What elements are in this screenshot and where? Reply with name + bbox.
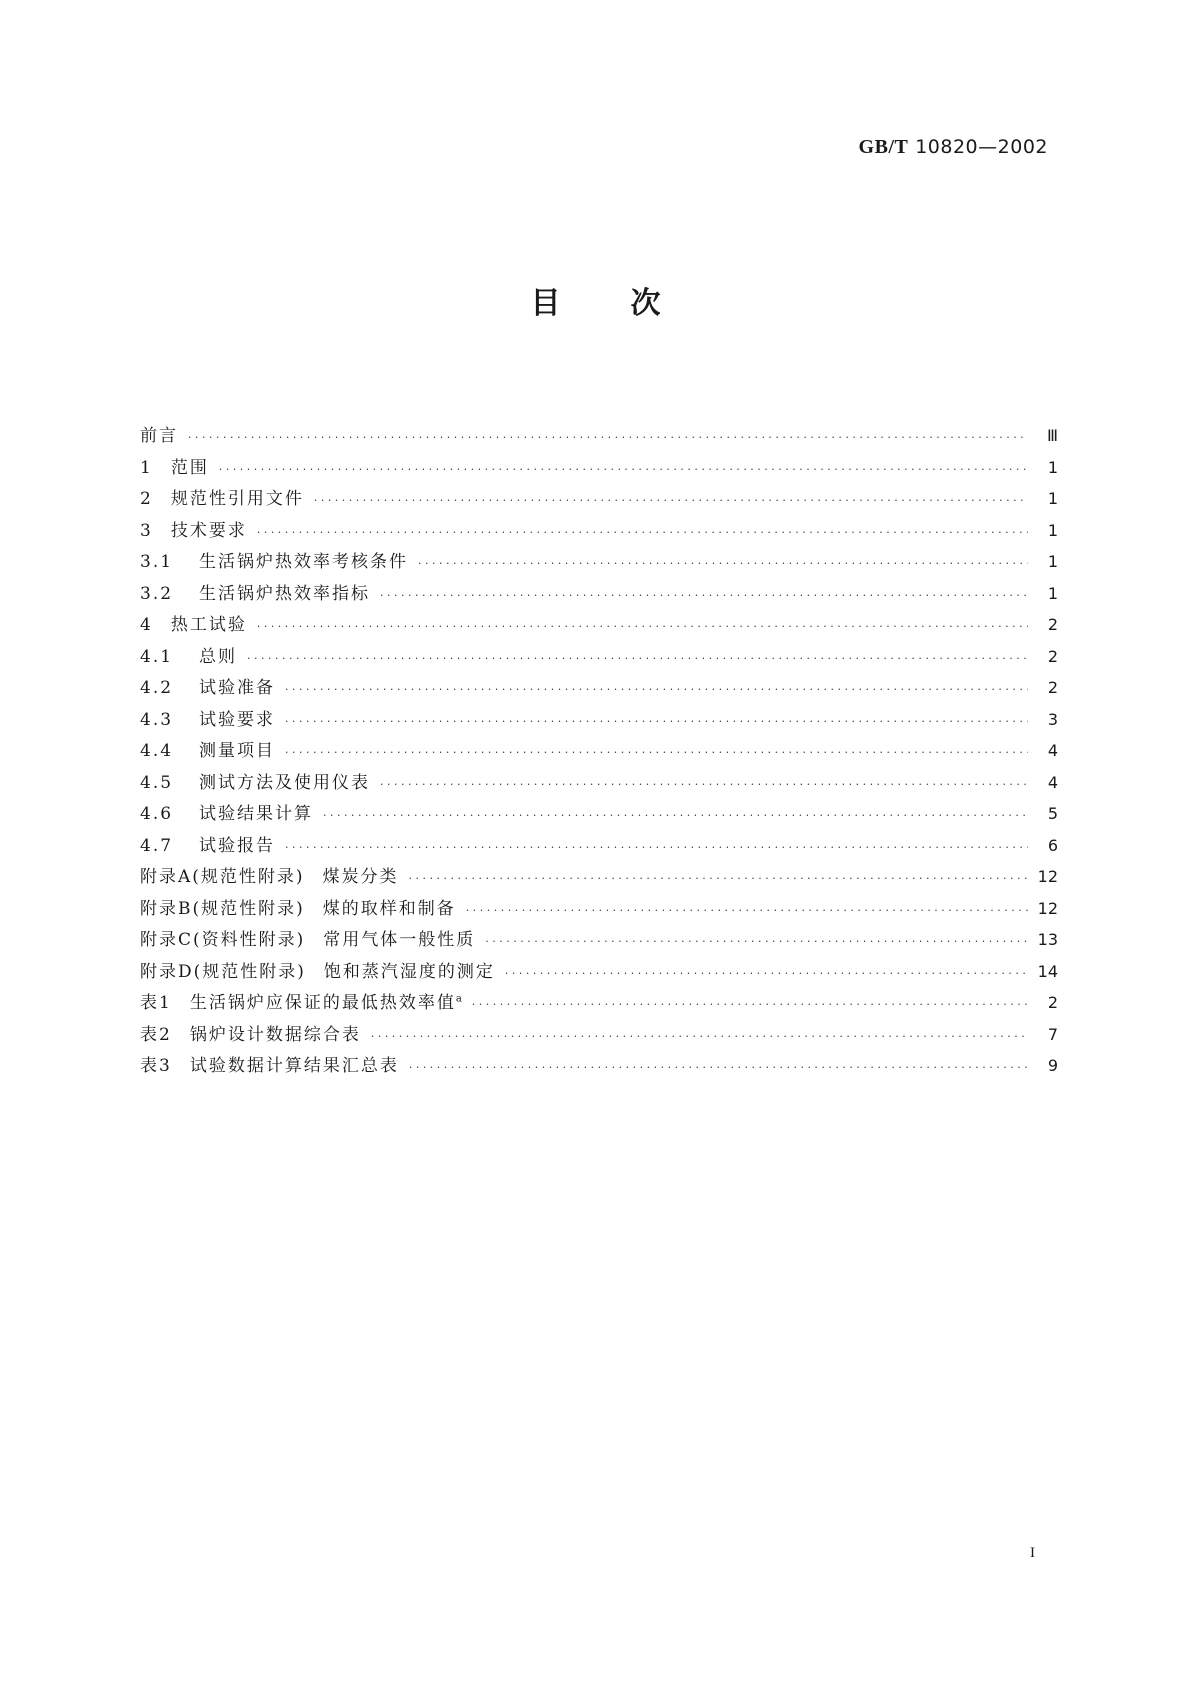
toc-entry[interactable]: [140, 547, 1058, 579]
table-of-contents: [140, 421, 1058, 1083]
dot-leader: [472, 998, 1028, 1011]
toc-entry[interactable]: [140, 642, 1058, 674]
dot-leader: [257, 620, 1028, 633]
toc-entry[interactable]: [140, 516, 1058, 548]
toc-entry-label: 煤的取样和制备: [322, 898, 456, 919]
standard-code: [859, 134, 1048, 159]
toc-entry[interactable]: [140, 610, 1058, 642]
toc-entry[interactable]: [140, 988, 1058, 1020]
toc-entry-label: 生活锅炉应保证的最低热效率值: [189, 993, 456, 1013]
dot-leader: [285, 715, 1028, 728]
toc-entry-number: 4: [140, 615, 153, 635]
toc-entry-label: 生活锅炉热效率考核条件: [199, 552, 409, 572]
standard-prefix: GB/T: [858, 136, 909, 158]
toc-entry[interactable]: [140, 453, 1058, 485]
toc-entry-number: 4.2: [140, 678, 174, 698]
toc-entry-number: 表1: [140, 993, 172, 1013]
toc-page-number: 6: [1047, 835, 1058, 855]
toc-entry[interactable]: [140, 957, 1058, 989]
toc-entry-label: 试验数据计算结果汇总表: [189, 1056, 399, 1076]
toc-entry-number: 4.7: [140, 835, 174, 856]
toc-entry-number: 2: [140, 489, 153, 509]
toc-entry[interactable]: [140, 862, 1058, 894]
toc-page-number: 5: [1047, 804, 1058, 823]
toc-entry[interactable]: [140, 768, 1058, 800]
dot-leader: [285, 841, 1028, 854]
dot-leader: [409, 872, 1028, 885]
toc-entry-label: 常用气体一般性质: [323, 930, 476, 950]
toc-entry[interactable]: [140, 1020, 1058, 1052]
dot-leader: [257, 526, 1028, 539]
toc-entry[interactable]: [140, 894, 1058, 926]
toc-entry-number: 4.1: [140, 646, 174, 667]
footnote-marker: a: [455, 993, 462, 1005]
toc-entry[interactable]: [140, 673, 1058, 705]
toc-entry[interactable]: [140, 1051, 1058, 1083]
toc-entry-label: 总则: [199, 646, 238, 667]
toc-entry-label: 前言: [140, 426, 178, 446]
toc-entry-label: 锅炉设计数据综合表: [189, 1024, 361, 1045]
dot-leader: [219, 463, 1028, 476]
toc-entry-label: 煤炭分类: [322, 867, 399, 887]
toc-entry[interactable]: [140, 736, 1058, 768]
page-title: 目次: [530, 286, 731, 321]
toc-page-number: 9: [1047, 1056, 1058, 1075]
toc-entry-number: 附录B(规范性附录): [140, 898, 305, 919]
dot-leader: [371, 1030, 1028, 1043]
dot-leader: [418, 557, 1028, 570]
toc-page-number: 4: [1047, 772, 1058, 792]
toc-entry-number: 附录C(资料性附录): [140, 930, 306, 950]
toc-page-number: 12: [1037, 867, 1058, 886]
toc-page-number: 1: [1047, 489, 1058, 508]
toc-entry[interactable]: [140, 705, 1058, 737]
toc-entry-label: 热工试验: [170, 615, 247, 635]
toc-entry-label: 饱和蒸汽湿度的测定: [323, 961, 495, 982]
toc-page-number: 7: [1047, 1024, 1058, 1044]
dot-leader: [380, 589, 1028, 602]
dot-leader: [188, 431, 1028, 444]
toc-entry-number: 1: [140, 457, 153, 478]
dot-leader: [485, 935, 1028, 948]
dot-leader: [247, 652, 1028, 665]
toc-entry-number: 附录D(规范性附录): [140, 961, 306, 982]
toc-entry-label: 测试方法及使用仪表: [199, 772, 371, 793]
toc-entry-number: 4.4: [140, 741, 174, 761]
toc-page-number: 1: [1047, 457, 1058, 477]
toc-entry[interactable]: [140, 579, 1058, 611]
toc-page-number: 2: [1047, 678, 1058, 697]
toc-page-number: 1: [1047, 520, 1058, 540]
toc-page-number: 1: [1047, 552, 1058, 571]
dot-leader: [323, 809, 1028, 822]
toc-entry-number: 3.2: [140, 583, 174, 604]
toc-page-number: 12: [1037, 898, 1058, 918]
dot-leader: [285, 746, 1028, 759]
toc-entry-label: 规范性引用文件: [170, 489, 304, 509]
dot-leader: [505, 967, 1028, 980]
toc-entry-label: 范围: [170, 457, 209, 478]
toc-entry-label: 试验准备: [199, 678, 276, 698]
toc-entry-number: 4.6: [140, 804, 174, 824]
toc-entry[interactable]: [140, 831, 1058, 863]
dot-leader: [409, 1061, 1028, 1074]
toc-entry-number: 附录A(规范性附录): [140, 867, 305, 887]
standard-number: 10820—2002: [915, 136, 1048, 158]
toc-entry-number: 3.1: [140, 552, 174, 572]
toc-entry-label: 测量项目: [199, 741, 276, 761]
toc-page-number: 4: [1047, 741, 1058, 760]
toc-page-number: 3: [1047, 709, 1058, 729]
toc-page-number: Ⅲ: [1046, 426, 1058, 445]
toc-entry-label: 试验报告: [199, 835, 276, 856]
dot-leader: [466, 904, 1028, 917]
toc-page-number: 2: [1047, 993, 1058, 1012]
dot-leader: [285, 683, 1028, 696]
toc-entry-label: 技术要求: [170, 520, 247, 541]
toc-entry[interactable]: [140, 421, 1058, 453]
toc-page-number: 14: [1037, 961, 1058, 981]
toc-entry-label: 试验要求: [199, 709, 276, 730]
toc-entry-number: 4.3: [140, 709, 174, 730]
toc-entry[interactable]: [140, 925, 1058, 957]
page-number: I: [1030, 1545, 1035, 1561]
toc-page-number: 2: [1047, 615, 1058, 634]
toc-entry-number: 3: [140, 520, 153, 541]
toc-entry[interactable]: [140, 799, 1058, 831]
toc-entry-number: 表2: [140, 1024, 172, 1045]
toc-entry-number: 4.5: [140, 772, 174, 793]
dot-leader: [380, 778, 1028, 791]
toc-page-number: 1: [1047, 583, 1058, 603]
toc-entry-label: 试验结果计算: [199, 804, 314, 824]
toc-page-number: 2: [1047, 646, 1058, 666]
toc-entry-label: 生活锅炉热效率指标: [199, 583, 371, 604]
toc-entry-number: 表3: [140, 1056, 172, 1076]
dot-leader: [314, 494, 1028, 507]
toc-page-number: 13: [1037, 930, 1058, 949]
toc-entry[interactable]: [140, 484, 1058, 516]
